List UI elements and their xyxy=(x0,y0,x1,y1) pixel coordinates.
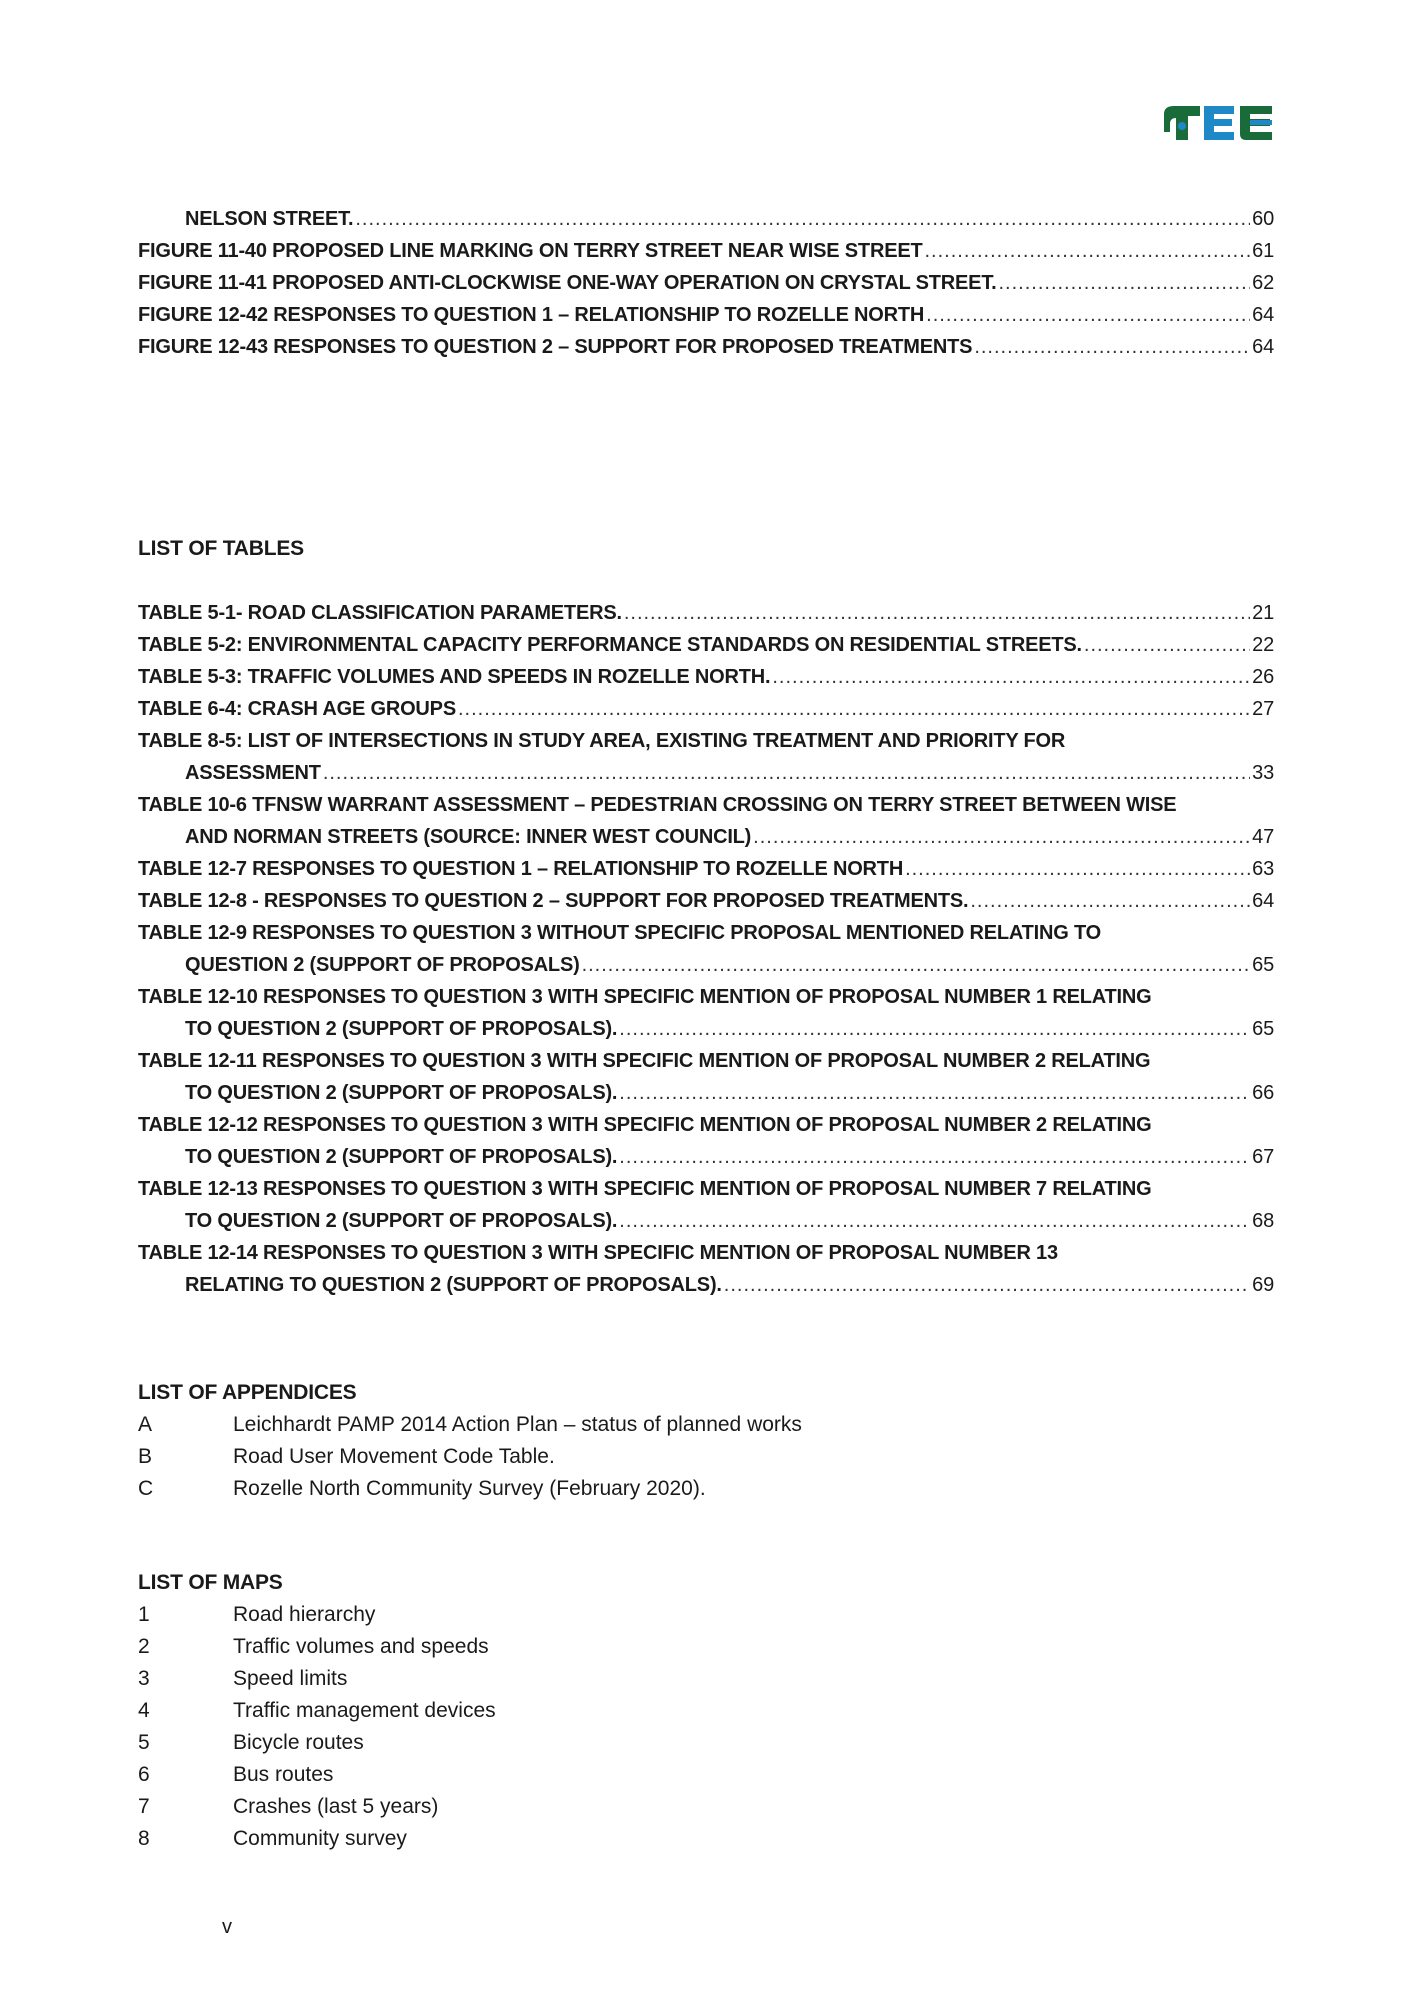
entry-page-number: 62 xyxy=(1252,272,1274,294)
dot-leader xyxy=(905,853,1250,885)
page-number: v xyxy=(222,1916,232,1938)
entry-title: TABLE 5-1- ROAD CLASSIFICATION PARAMETERS. xyxy=(138,602,622,624)
table-entry[interactable] xyxy=(138,693,1274,725)
entry-page-number: 68 xyxy=(1252,1210,1274,1232)
entry-title: TO QUESTION 2 (SUPPORT OF PROPOSALS). xyxy=(185,1082,618,1104)
entry-page-number: 66 xyxy=(1252,1082,1274,1104)
table-entry[interactable] xyxy=(138,1077,1274,1109)
dot-leader xyxy=(724,1269,1250,1301)
table-entry[interactable] xyxy=(138,821,1274,853)
entry-title: TO QUESTION 2 (SUPPORT OF PROPOSALS). xyxy=(185,1018,618,1040)
tables-list xyxy=(138,597,1274,1301)
entry-title: TABLE 12-12 RESPONSES TO QUESTION 3 WITH SPECIFIC MENTION OF PROPOSAL NUMBER 2 RELATING xyxy=(138,1114,1152,1136)
dot-leader xyxy=(925,235,1251,267)
entry-title: TABLE 6-4: CRASH AGE GROUPS xyxy=(138,698,456,720)
map-item-text: Traffic management devices xyxy=(233,1699,496,1722)
dot-leader xyxy=(582,949,1251,981)
table-entry[interactable] xyxy=(138,1269,1274,1301)
entry-page-number: 64 xyxy=(1252,304,1274,326)
entry-title: AND NORMAN STREETS (SOURCE: INNER WEST COUNCIL) xyxy=(185,826,752,848)
entry-page-number: 64 xyxy=(1252,890,1274,912)
entry-title: TO QUESTION 2 (SUPPORT OF PROPOSALS). xyxy=(185,1146,618,1168)
entry-page-number: 33 xyxy=(1252,762,1274,784)
dot-leader xyxy=(772,661,1250,693)
dot-leader xyxy=(753,821,1250,853)
map-item-key: 7 xyxy=(138,1795,150,1818)
maps-heading: LIST OF MAPS xyxy=(138,1571,283,1594)
entry-page-number: 21 xyxy=(1252,602,1274,624)
entry-page-number: 69 xyxy=(1252,1274,1274,1296)
table-entry[interactable] xyxy=(138,597,1274,629)
tables-heading: LIST OF TABLES xyxy=(138,537,304,560)
dot-leader xyxy=(619,1141,1250,1173)
entry-title: TABLE 12-7 RESPONSES TO QUESTION 1 – RELATIONSHIP TO ROZELLE NORTH xyxy=(138,858,904,880)
entry-title: TABLE 12-14 RESPONSES TO QUESTION 3 WITH SPECIFIC MENTION OF PROPOSAL NUMBER 13 xyxy=(138,1242,1058,1264)
map-item-text: Road hierarchy xyxy=(233,1603,376,1626)
appendices-heading: LIST OF APPENDICES xyxy=(138,1381,357,1404)
table-entry[interactable] xyxy=(138,789,1274,821)
table-entry[interactable] xyxy=(138,949,1274,981)
table-entry[interactable] xyxy=(138,1045,1274,1077)
entry-title: TABLE 8-5: LIST OF INTERSECTIONS IN STUDY AREA, EXISTING TREATMENT AND PRIORITY FOR xyxy=(138,730,1066,752)
figure-entry[interactable] xyxy=(138,203,1274,235)
entry-title: TABLE 12-10 RESPONSES TO QUESTION 3 WITH SPECIFIC MENTION OF PROPOSAL NUMBER 1 RELATING xyxy=(138,986,1152,1008)
table-entry[interactable] xyxy=(138,917,1274,949)
entry-title: TABLE 5-2: ENVIRONMENTAL CAPACITY PERFORMANCE STANDARDS ON RESIDENTIAL STREETS. xyxy=(138,634,1082,656)
map-item-text: Traffic volumes and speeds xyxy=(233,1635,489,1658)
entry-page-number: 67 xyxy=(1252,1146,1274,1168)
entry-page-number: 65 xyxy=(1252,1018,1274,1040)
dot-leader xyxy=(355,203,1250,235)
entry-title: TABLE 5-3: TRAFFIC VOLUMES AND SPEEDS IN ROZELLE NORTH. xyxy=(138,666,771,688)
table-entry[interactable] xyxy=(138,725,1274,757)
appendix-item-text: Leichhardt PAMP 2014 Action Plan – status of planned works xyxy=(233,1413,802,1436)
table-entry[interactable] xyxy=(138,1237,1274,1269)
table-entry[interactable] xyxy=(138,853,1274,885)
map-item-key: 4 xyxy=(138,1699,150,1722)
figure-entry[interactable] xyxy=(138,299,1274,331)
appendix-item xyxy=(138,1409,802,1441)
map-item-key: 6 xyxy=(138,1763,150,1786)
company-logo xyxy=(1160,104,1276,142)
dot-leader xyxy=(458,693,1250,725)
map-item xyxy=(138,1727,364,1759)
map-item xyxy=(138,1759,333,1791)
figure-entry[interactable] xyxy=(138,267,1274,299)
dot-leader xyxy=(926,299,1250,331)
dot-leader xyxy=(1084,629,1250,661)
entry-title: TABLE 12-13 RESPONSES TO QUESTION 3 WITH SPECIFIC MENTION OF PROPOSAL NUMBER 7 RELATING xyxy=(138,1178,1152,1200)
map-item-key: 1 xyxy=(138,1603,150,1626)
entry-title: RELATING TO QUESTION 2 (SUPPORT OF PROPOSALS). xyxy=(185,1274,722,1296)
table-entry[interactable] xyxy=(138,757,1274,789)
table-entry[interactable] xyxy=(138,629,1274,661)
map-item xyxy=(138,1631,489,1663)
entry-page-number: 64 xyxy=(1252,336,1274,358)
entry-title: FIGURE 12-43 RESPONSES TO QUESTION 2 – SUPPORT FOR PROPOSED TREATMENTS xyxy=(138,336,973,358)
appendix-item-key: B xyxy=(138,1445,153,1468)
dot-leader xyxy=(624,597,1250,629)
appendix-item xyxy=(138,1441,555,1473)
entry-page-number: 26 xyxy=(1252,666,1274,688)
map-item-text: Bicycle routes xyxy=(233,1731,364,1754)
map-item xyxy=(138,1791,438,1823)
entry-page-number: 63 xyxy=(1252,858,1274,880)
map-item-text: Bus routes xyxy=(233,1763,334,1786)
entry-title: TABLE 12-9 RESPONSES TO QUESTION 3 WITHOUT SPECIFIC PROPOSAL MENTIONED RELATING TO xyxy=(138,922,1101,944)
entry-title: QUESTION 2 (SUPPORT OF PROPOSALS) xyxy=(185,954,580,976)
map-item-text: Community survey xyxy=(233,1827,407,1850)
table-entry[interactable] xyxy=(138,1013,1274,1045)
table-entry[interactable] xyxy=(138,981,1274,1013)
appendix-item xyxy=(138,1473,706,1505)
map-item-key: 8 xyxy=(138,1827,150,1850)
entry-title: TABLE 12-8 - RESPONSES TO QUESTION 2 – SUPPORT FOR PROPOSED TREATMENTS. xyxy=(138,890,969,912)
dot-leader xyxy=(619,1013,1250,1045)
entry-page-number: 22 xyxy=(1252,634,1274,656)
appendix-item-key: C xyxy=(138,1477,154,1500)
entry-page-number: 47 xyxy=(1252,826,1274,848)
map-item xyxy=(138,1663,347,1695)
table-entry[interactable] xyxy=(138,1205,1274,1237)
appendix-item-key: A xyxy=(138,1413,153,1436)
entry-page-number: 61 xyxy=(1252,240,1274,262)
map-item-text: Crashes (last 5 years) xyxy=(233,1795,439,1818)
map-item xyxy=(138,1599,375,1631)
entry-title: NELSON STREET. xyxy=(185,208,354,230)
dot-leader xyxy=(998,267,1250,299)
figures-list xyxy=(138,203,1274,363)
table-entry[interactable] xyxy=(138,1141,1274,1173)
entry-title: FIGURE 11-41 PROPOSED ANTI-CLOCKWISE ONE-WAY OPERATION ON CRYSTAL STREET. xyxy=(138,272,997,294)
dot-leader xyxy=(970,885,1250,917)
table-entry[interactable] xyxy=(138,885,1274,917)
appendix-item-text: Road User Movement Code Table. xyxy=(233,1445,555,1468)
entry-title: FIGURE 11-40 PROPOSED LINE MARKING ON TERRY STREET NEAR WISE STREET xyxy=(138,240,923,262)
appendix-item-text: Rozelle North Community Survey (February 2020). xyxy=(233,1477,706,1500)
map-item xyxy=(138,1823,407,1855)
dot-leader xyxy=(619,1077,1250,1109)
table-entry[interactable] xyxy=(138,1109,1274,1141)
figure-entry[interactable] xyxy=(138,235,1274,267)
map-item-text: Speed limits xyxy=(233,1667,348,1690)
entry-page-number: 27 xyxy=(1252,698,1274,720)
dot-leader xyxy=(323,757,1250,789)
dot-leader xyxy=(619,1205,1250,1237)
entry-page-number: 60 xyxy=(1252,208,1274,230)
entry-title: FIGURE 12-42 RESPONSES TO QUESTION 1 – RELATIONSHIP TO ROZELLE NORTH xyxy=(138,304,925,326)
entry-title: ASSESSMENT xyxy=(185,762,321,784)
entry-title: TO QUESTION 2 (SUPPORT OF PROPOSALS). xyxy=(185,1210,618,1232)
table-entry[interactable] xyxy=(138,1173,1274,1205)
entry-page-number: 65 xyxy=(1252,954,1274,976)
entry-title: TABLE 12-11 RESPONSES TO QUESTION 3 WITH SPECIFIC MENTION OF PROPOSAL NUMBER 2 RELATING xyxy=(138,1050,1151,1072)
map-item-key: 2 xyxy=(138,1635,150,1658)
dot-leader xyxy=(974,331,1250,363)
map-item-key: 3 xyxy=(138,1667,150,1690)
map-item xyxy=(138,1695,496,1727)
figure-entry[interactable] xyxy=(138,331,1274,363)
map-item-key: 5 xyxy=(138,1731,150,1754)
table-entry[interactable] xyxy=(138,661,1274,693)
entry-title: TABLE 10-6 TFNSW WARRANT ASSESSMENT – PEDESTRIAN CROSSING ON TERRY STREET BETWEEN WISE xyxy=(138,794,1177,816)
